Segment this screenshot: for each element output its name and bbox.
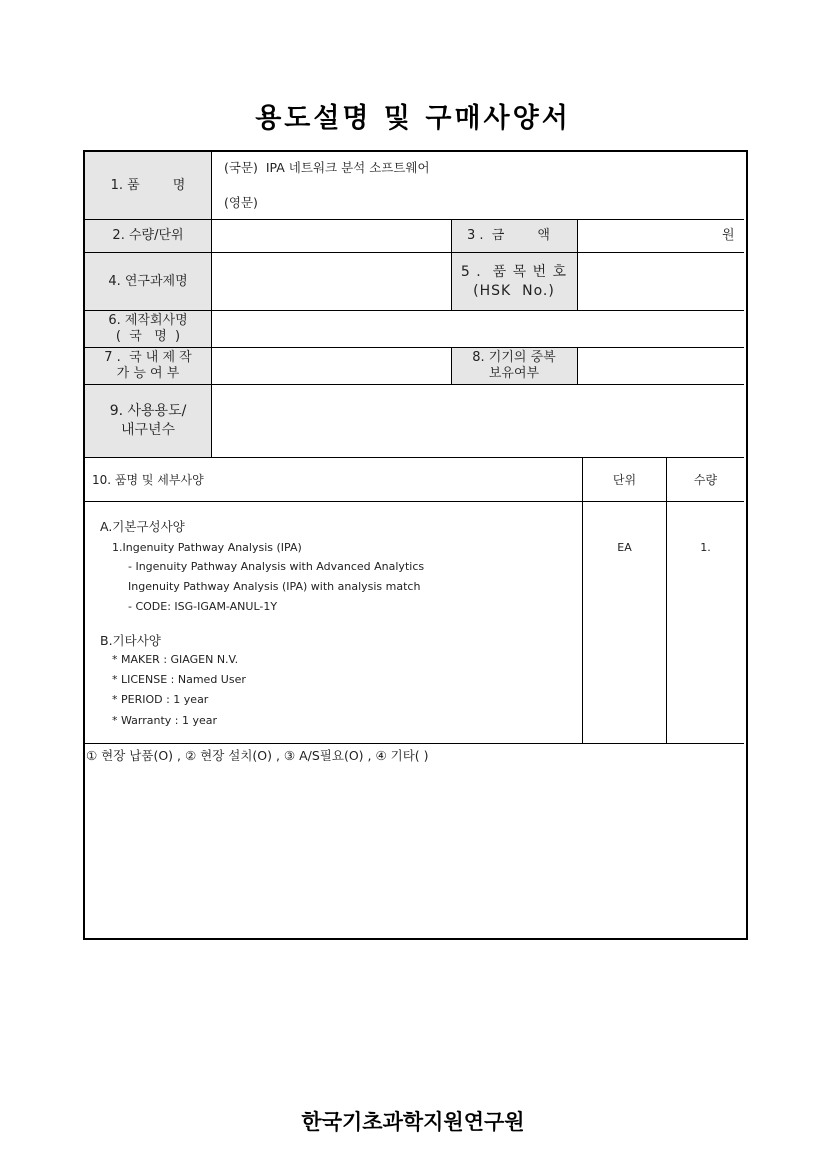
spec-section-a-title: A.기본구성사양 — [100, 519, 185, 534]
spec-a-line: - CODE: ISG-IGAM-ANUL-1Y — [128, 600, 278, 613]
column-divider — [577, 347, 578, 384]
hsk-label — [451, 253, 577, 310]
item-name-korean: (국문) IPA 네트워크 분석 소프트웨어 — [224, 160, 430, 175]
organization-name: 한국기초과학지원연구원 — [301, 1110, 525, 1134]
spec-b-line: * Warranty : 1 year — [112, 714, 218, 727]
service-options-line: ① 현장 납품(O) , ② 현장 설치(O) , ③ A/S필요(O) , ④ 기타( ) — [86, 748, 429, 763]
qty-header: 수량 — [693, 472, 718, 487]
spec-a-line: Ingenuity Pathway Analysis (IPA) with analysis match — [128, 580, 421, 593]
domestic-label-line1: 7 . 국 내 제 작 — [104, 350, 192, 365]
usage-label — [85, 385, 211, 457]
spec-header: 10. 품명 및 세부사양 — [92, 473, 204, 487]
maker-label-line1: 6. 제작회사명 — [108, 313, 188, 328]
duplicate-label-line2: 보유여부 — [488, 366, 540, 381]
amount-unit: 원 — [722, 228, 735, 243]
column-divider — [577, 219, 578, 310]
spec-section-b-title: B.기타사양 — [100, 633, 161, 648]
project-label: 4. 연구과제명 — [108, 273, 188, 289]
spec-b-line: * LICENSE : Named User — [112, 673, 246, 686]
spec-b-line: * MAKER : GIAGEN N.V. — [112, 653, 239, 666]
qty-value: 1. — [700, 541, 711, 554]
domestic-label — [85, 348, 211, 384]
duplicate-label — [451, 348, 577, 384]
hsk-label-line1: 5 . 품 목 번 호 — [460, 263, 568, 280]
qty-unit-label: 2. 수량/단위 — [112, 228, 184, 243]
amount-label: 3 . 금 액 — [467, 228, 550, 243]
spec-a-line: 1.Ingenuity Pathway Analysis (IPA) — [112, 541, 302, 554]
usage-label-line1: 9. 사용용도/ — [109, 403, 187, 419]
unit-header: 단위 — [612, 472, 637, 487]
column-divider — [211, 151, 212, 457]
spec-a-line: - Ingenuity Pathway Analysis with Advanced Analytics — [128, 560, 425, 573]
usage-label-line2: 내구년수 — [120, 422, 176, 438]
hsk-label-line2: (HSK No.) — [473, 282, 555, 299]
duplicate-label-line1: 8. 기기의 중복 — [472, 350, 556, 365]
item-name-label: 1. 품 명 — [110, 177, 186, 193]
item-name-english: (영문) — [224, 195, 258, 210]
domestic-label-line2: 가 능 여 부 — [116, 366, 180, 381]
maker-label — [85, 311, 211, 347]
row-divider — [84, 743, 744, 744]
unit-value: EA — [617, 541, 632, 554]
document-title: 용도설명 및 구매사양서 — [255, 103, 571, 134]
maker-label-line2: ( 국 명 ) — [115, 329, 181, 344]
row-divider — [84, 501, 744, 502]
spec-b-line: * PERIOD : 1 year — [112, 693, 209, 706]
